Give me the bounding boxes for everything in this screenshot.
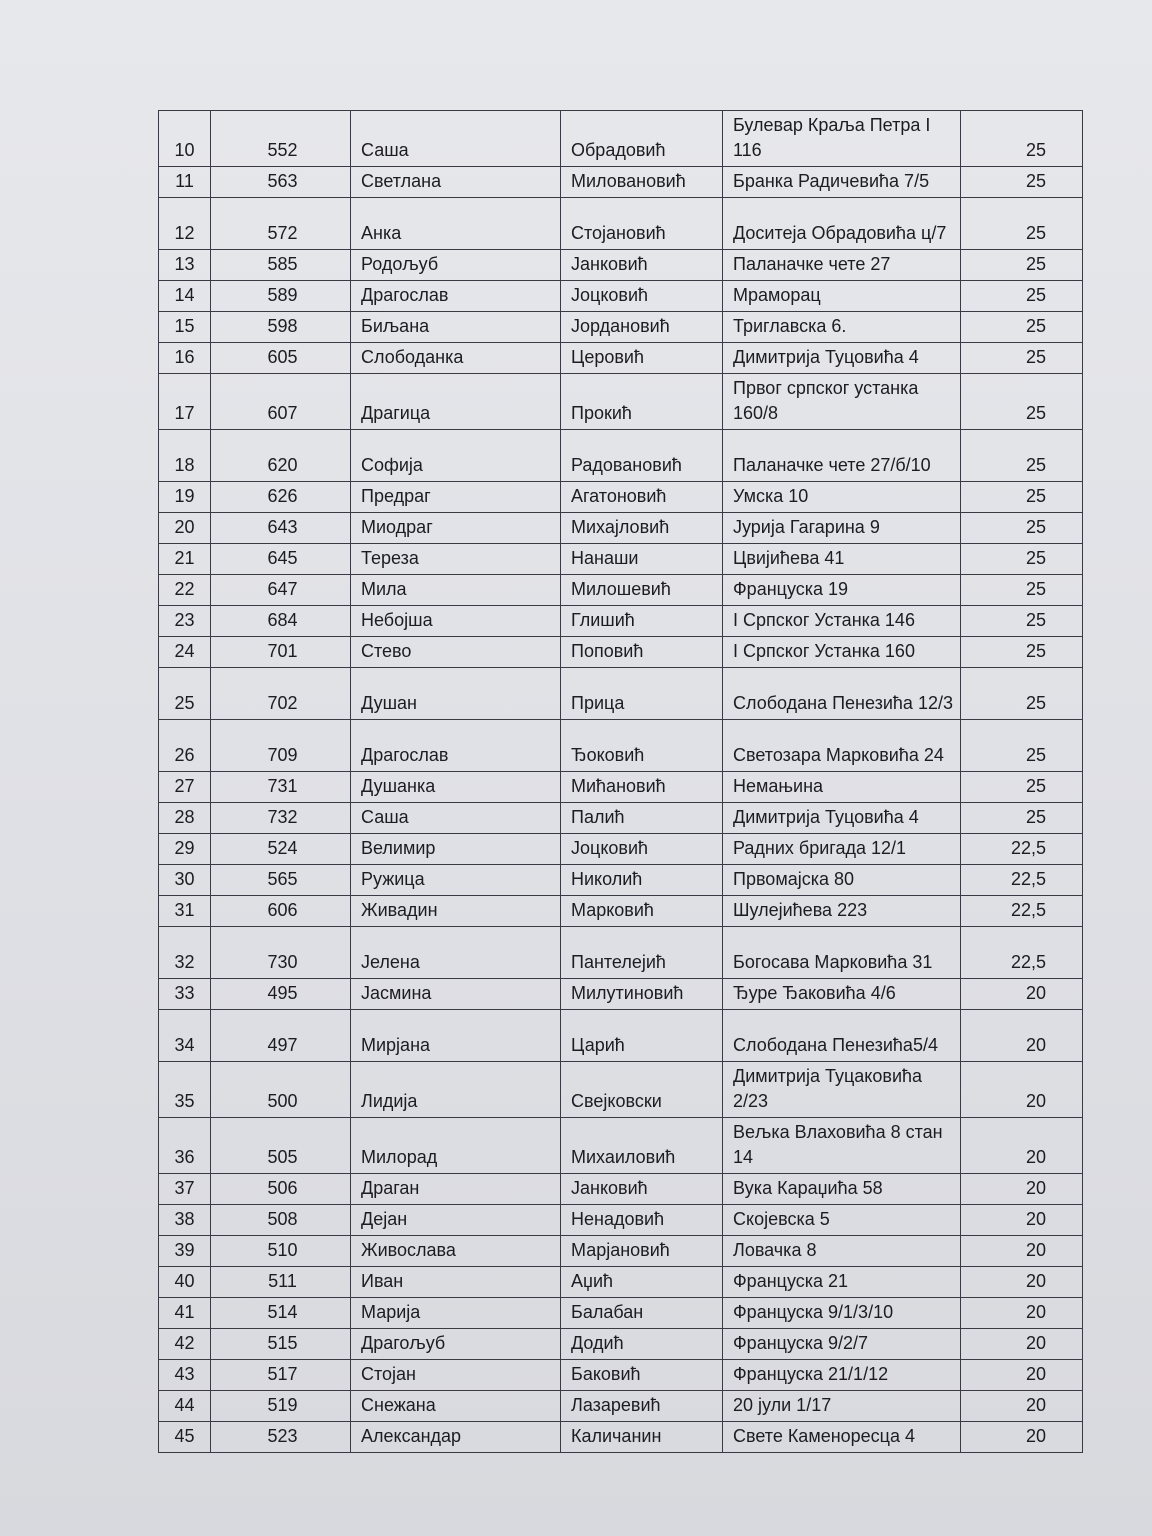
last-name-cell: Агатоновић: [561, 482, 723, 513]
address-cell: Ловачка 8: [723, 1236, 961, 1267]
points-cell: 20: [961, 1360, 1083, 1391]
first-name-cell: Стево: [351, 637, 561, 668]
code-cell: 565: [211, 865, 351, 896]
last-name-cell: Мићановић: [561, 772, 723, 803]
last-name-cell: Каличанин: [561, 1422, 723, 1453]
address-cell: Богосава Марковића 31: [723, 927, 961, 979]
points-cell: 25: [961, 668, 1083, 720]
row-number-cell: 26: [159, 720, 211, 772]
last-name-cell: Ђоковић: [561, 720, 723, 772]
row-number-cell: 24: [159, 637, 211, 668]
row-number-cell: 32: [159, 927, 211, 979]
first-name-cell: Анка: [351, 198, 561, 250]
first-name-cell: Софија: [351, 430, 561, 482]
row-number-cell: 38: [159, 1205, 211, 1236]
code-cell: 620: [211, 430, 351, 482]
first-name-cell: Мила: [351, 575, 561, 606]
table-body: [159, 111, 1083, 1453]
first-name-cell: Слободанка: [351, 343, 561, 374]
first-name-cell: Душан: [351, 668, 561, 720]
first-name-cell: Велимир: [351, 834, 561, 865]
first-name-cell: Душанка: [351, 772, 561, 803]
table-row: [159, 896, 1083, 927]
code-cell: 514: [211, 1298, 351, 1329]
first-name-cell: Иван: [351, 1267, 561, 1298]
address-cell: Паланачке чете 27/б/10: [723, 430, 961, 482]
row-number-cell: 12: [159, 198, 211, 250]
table-row: [159, 1205, 1083, 1236]
table-row: [159, 1267, 1083, 1298]
points-cell: 22,5: [961, 927, 1083, 979]
points-cell: 20: [961, 1267, 1083, 1298]
points-cell: 25: [961, 720, 1083, 772]
table-row: [159, 1118, 1083, 1174]
last-name-cell: Обрадовић: [561, 111, 723, 167]
row-number-cell: 18: [159, 430, 211, 482]
row-number-cell: 10: [159, 111, 211, 167]
table-row: [159, 1236, 1083, 1267]
first-name-cell: Стојан: [351, 1360, 561, 1391]
row-number-cell: 36: [159, 1118, 211, 1174]
table-row: [159, 575, 1083, 606]
row-number-cell: 25: [159, 668, 211, 720]
table-row: [159, 281, 1083, 312]
first-name-cell: Миодраг: [351, 513, 561, 544]
last-name-cell: Ненадовић: [561, 1205, 723, 1236]
last-name-cell: Милошевић: [561, 575, 723, 606]
row-number-cell: 43: [159, 1360, 211, 1391]
last-name-cell: Прица: [561, 668, 723, 720]
code-cell: 598: [211, 312, 351, 343]
code-cell: 709: [211, 720, 351, 772]
last-name-cell: Лазаревић: [561, 1391, 723, 1422]
code-cell: 730: [211, 927, 351, 979]
row-number-cell: 40: [159, 1267, 211, 1298]
table-row: [159, 167, 1083, 198]
last-name-cell: Аџић: [561, 1267, 723, 1298]
code-cell: 510: [211, 1236, 351, 1267]
points-cell: 25: [961, 250, 1083, 281]
address-cell: Француска 21/1/12: [723, 1360, 961, 1391]
points-cell: 25: [961, 513, 1083, 544]
table-row: [159, 374, 1083, 430]
table-row: [159, 668, 1083, 720]
first-name-cell: Саша: [351, 803, 561, 834]
table-row: [159, 544, 1083, 575]
code-cell: 701: [211, 637, 351, 668]
address-cell: Француска 9/1/3/10: [723, 1298, 961, 1329]
code-cell: 497: [211, 1010, 351, 1062]
row-number-cell: 14: [159, 281, 211, 312]
last-name-cell: Радовановић: [561, 430, 723, 482]
table-row: [159, 1298, 1083, 1329]
code-cell: 552: [211, 111, 351, 167]
first-name-cell: Драган: [351, 1174, 561, 1205]
first-name-cell: Снежана: [351, 1391, 561, 1422]
row-number-cell: 30: [159, 865, 211, 896]
table-row: [159, 482, 1083, 513]
first-name-cell: Драгољуб: [351, 1329, 561, 1360]
code-cell: 585: [211, 250, 351, 281]
points-cell: 25: [961, 167, 1083, 198]
points-cell: 25: [961, 544, 1083, 575]
code-cell: 517: [211, 1360, 351, 1391]
last-name-cell: Царић: [561, 1010, 723, 1062]
row-number-cell: 13: [159, 250, 211, 281]
table-row: [159, 198, 1083, 250]
table-row: [159, 606, 1083, 637]
last-name-cell: Марјановић: [561, 1236, 723, 1267]
points-cell: 20: [961, 1062, 1083, 1118]
code-cell: 523: [211, 1422, 351, 1453]
address-cell: Свете Каменоресца 4: [723, 1422, 961, 1453]
code-cell: 506: [211, 1174, 351, 1205]
table-row: [159, 1174, 1083, 1205]
points-cell: 20: [961, 1329, 1083, 1360]
address-cell: Вука Караџића 58: [723, 1174, 961, 1205]
list-table: [158, 110, 1083, 1453]
last-name-cell: Миловановић: [561, 167, 723, 198]
address-cell: Шулејићева 223: [723, 896, 961, 927]
address-cell: Француска 19: [723, 575, 961, 606]
row-number-cell: 44: [159, 1391, 211, 1422]
first-name-cell: Дејан: [351, 1205, 561, 1236]
address-cell: Првомајска 80: [723, 865, 961, 896]
points-cell: 20: [961, 1118, 1083, 1174]
table-row: [159, 1422, 1083, 1453]
code-cell: 563: [211, 167, 351, 198]
code-cell: 643: [211, 513, 351, 544]
points-cell: 20: [961, 1205, 1083, 1236]
address-cell: I Српског Устанка 146: [723, 606, 961, 637]
points-cell: 25: [961, 281, 1083, 312]
row-number-cell: 41: [159, 1298, 211, 1329]
points-cell: 25: [961, 343, 1083, 374]
row-number-cell: 33: [159, 979, 211, 1010]
address-cell: Ђуре Ђаковића 4/6: [723, 979, 961, 1010]
last-name-cell: Прокић: [561, 374, 723, 430]
first-name-cell: Драгица: [351, 374, 561, 430]
points-cell: 25: [961, 374, 1083, 430]
first-name-cell: Марија: [351, 1298, 561, 1329]
code-cell: 515: [211, 1329, 351, 1360]
address-cell: Француска 21: [723, 1267, 961, 1298]
row-number-cell: 29: [159, 834, 211, 865]
row-number-cell: 27: [159, 772, 211, 803]
last-name-cell: Михаиловић: [561, 1118, 723, 1174]
points-cell: 22,5: [961, 834, 1083, 865]
row-number-cell: 34: [159, 1010, 211, 1062]
last-name-cell: Нанаши: [561, 544, 723, 575]
table-row: [159, 513, 1083, 544]
last-name-cell: Пантелејић: [561, 927, 723, 979]
last-name-cell: Михајловић: [561, 513, 723, 544]
address-cell: Булевар Краља Петра I 116: [723, 111, 961, 167]
code-cell: 647: [211, 575, 351, 606]
row-number-cell: 45: [159, 1422, 211, 1453]
last-name-cell: Јоцковић: [561, 281, 723, 312]
points-cell: 25: [961, 772, 1083, 803]
table-row: [159, 927, 1083, 979]
row-number-cell: 37: [159, 1174, 211, 1205]
table-row: [159, 1391, 1083, 1422]
points-cell: 22,5: [961, 896, 1083, 927]
address-cell: Димитрија Туцаковића 2/23: [723, 1062, 961, 1118]
address-cell: Триглавска 6.: [723, 312, 961, 343]
points-cell: 25: [961, 198, 1083, 250]
address-cell: Немањина: [723, 772, 961, 803]
address-cell: Мраморац: [723, 281, 961, 312]
code-cell: 605: [211, 343, 351, 374]
address-cell: Цвијићева 41: [723, 544, 961, 575]
code-cell: 519: [211, 1391, 351, 1422]
row-number-cell: 28: [159, 803, 211, 834]
last-name-cell: Јордановић: [561, 312, 723, 343]
points-cell: 25: [961, 637, 1083, 668]
row-number-cell: 11: [159, 167, 211, 198]
table-row: [159, 250, 1083, 281]
code-cell: 607: [211, 374, 351, 430]
points-cell: 25: [961, 575, 1083, 606]
code-cell: 495: [211, 979, 351, 1010]
first-name-cell: Мирјана: [351, 1010, 561, 1062]
table-row: [159, 1329, 1083, 1360]
first-name-cell: Родољуб: [351, 250, 561, 281]
table-row: [159, 1360, 1083, 1391]
table-row: [159, 111, 1083, 167]
first-name-cell: Биљана: [351, 312, 561, 343]
address-cell: Паланачке чете 27: [723, 250, 961, 281]
first-name-cell: Јасмина: [351, 979, 561, 1010]
row-number-cell: 22: [159, 575, 211, 606]
address-cell: 20 јули 1/17: [723, 1391, 961, 1422]
points-cell: 20: [961, 979, 1083, 1010]
address-cell: Јурија Гагарина 9: [723, 513, 961, 544]
first-name-cell: Саша: [351, 111, 561, 167]
code-cell: 524: [211, 834, 351, 865]
last-name-cell: Стојановић: [561, 198, 723, 250]
table-row: [159, 720, 1083, 772]
points-cell: 25: [961, 482, 1083, 513]
code-cell: 645: [211, 544, 351, 575]
points-cell: 20: [961, 1298, 1083, 1329]
points-cell: 25: [961, 430, 1083, 482]
first-name-cell: Живадин: [351, 896, 561, 927]
code-cell: 731: [211, 772, 351, 803]
points-cell: 20: [961, 1236, 1083, 1267]
row-number-cell: 42: [159, 1329, 211, 1360]
last-name-cell: Додић: [561, 1329, 723, 1360]
address-cell: Првог српског устанка 160/8: [723, 374, 961, 430]
first-name-cell: Тереза: [351, 544, 561, 575]
first-name-cell: Небојша: [351, 606, 561, 637]
first-name-cell: Милорад: [351, 1118, 561, 1174]
points-cell: 25: [961, 606, 1083, 637]
address-cell: Радних бригада 12/1: [723, 834, 961, 865]
address-cell: Димитрија Туцовића 4: [723, 803, 961, 834]
row-number-cell: 35: [159, 1062, 211, 1118]
first-name-cell: Јелена: [351, 927, 561, 979]
last-name-cell: Балабан: [561, 1298, 723, 1329]
first-name-cell: Лидија: [351, 1062, 561, 1118]
address-cell: Вељка Влаховића 8 стан 14: [723, 1118, 961, 1174]
address-cell: Скојевска 5: [723, 1205, 961, 1236]
last-name-cell: Николић: [561, 865, 723, 896]
address-cell: Умска 10: [723, 482, 961, 513]
address-cell: Димитрија Туцовића 4: [723, 343, 961, 374]
row-number-cell: 21: [159, 544, 211, 575]
last-name-cell: Палић: [561, 803, 723, 834]
points-cell: 25: [961, 803, 1083, 834]
table-row: [159, 772, 1083, 803]
code-cell: 511: [211, 1267, 351, 1298]
first-name-cell: Драгослав: [351, 281, 561, 312]
points-cell: 20: [961, 1391, 1083, 1422]
code-cell: 508: [211, 1205, 351, 1236]
table-row: [159, 865, 1083, 896]
table-row: [159, 834, 1083, 865]
first-name-cell: Светлана: [351, 167, 561, 198]
table-row: [159, 803, 1083, 834]
code-cell: 702: [211, 668, 351, 720]
last-name-cell: Јоцковић: [561, 834, 723, 865]
address-cell: Доситеја Обрадовића ц/7: [723, 198, 961, 250]
code-cell: 572: [211, 198, 351, 250]
code-cell: 589: [211, 281, 351, 312]
row-number-cell: 19: [159, 482, 211, 513]
code-cell: 500: [211, 1062, 351, 1118]
address-cell: Светозара Марковића 24: [723, 720, 961, 772]
row-number-cell: 39: [159, 1236, 211, 1267]
last-name-cell: Јанковић: [561, 1174, 723, 1205]
last-name-cell: Поповић: [561, 637, 723, 668]
points-cell: 22,5: [961, 865, 1083, 896]
last-name-cell: Глишић: [561, 606, 723, 637]
first-name-cell: Предраг: [351, 482, 561, 513]
address-cell: Слободана Пенезића 12/3: [723, 668, 961, 720]
points-cell: 20: [961, 1174, 1083, 1205]
table-row: [159, 430, 1083, 482]
last-name-cell: Милутиновић: [561, 979, 723, 1010]
first-name-cell: Александар: [351, 1422, 561, 1453]
last-name-cell: Свејковски: [561, 1062, 723, 1118]
code-cell: 626: [211, 482, 351, 513]
first-name-cell: Ружица: [351, 865, 561, 896]
last-name-cell: Јанковић: [561, 250, 723, 281]
table-row: [159, 343, 1083, 374]
address-cell: Слободана Пенезића5/4: [723, 1010, 961, 1062]
row-number-cell: 15: [159, 312, 211, 343]
table-row: [159, 979, 1083, 1010]
code-cell: 684: [211, 606, 351, 637]
last-name-cell: Баковић: [561, 1360, 723, 1391]
row-number-cell: 23: [159, 606, 211, 637]
first-name-cell: Живослава: [351, 1236, 561, 1267]
row-number-cell: 20: [159, 513, 211, 544]
code-cell: 606: [211, 896, 351, 927]
table-row: [159, 637, 1083, 668]
address-cell: Француска 9/2/7: [723, 1329, 961, 1360]
points-cell: 20: [961, 1422, 1083, 1453]
last-name-cell: Церовић: [561, 343, 723, 374]
table-row: [159, 312, 1083, 343]
code-cell: 505: [211, 1118, 351, 1174]
code-cell: 732: [211, 803, 351, 834]
address-cell: I Српског Устанка 160: [723, 637, 961, 668]
row-number-cell: 31: [159, 896, 211, 927]
row-number-cell: 16: [159, 343, 211, 374]
points-cell: 25: [961, 312, 1083, 343]
last-name-cell: Марковић: [561, 896, 723, 927]
points-cell: 20: [961, 1010, 1083, 1062]
table-row: [159, 1010, 1083, 1062]
points-cell: 25: [961, 111, 1083, 167]
first-name-cell: Драгослав: [351, 720, 561, 772]
table-row: [159, 1062, 1083, 1118]
row-number-cell: 17: [159, 374, 211, 430]
address-cell: Бранка Радичевића 7/5: [723, 167, 961, 198]
